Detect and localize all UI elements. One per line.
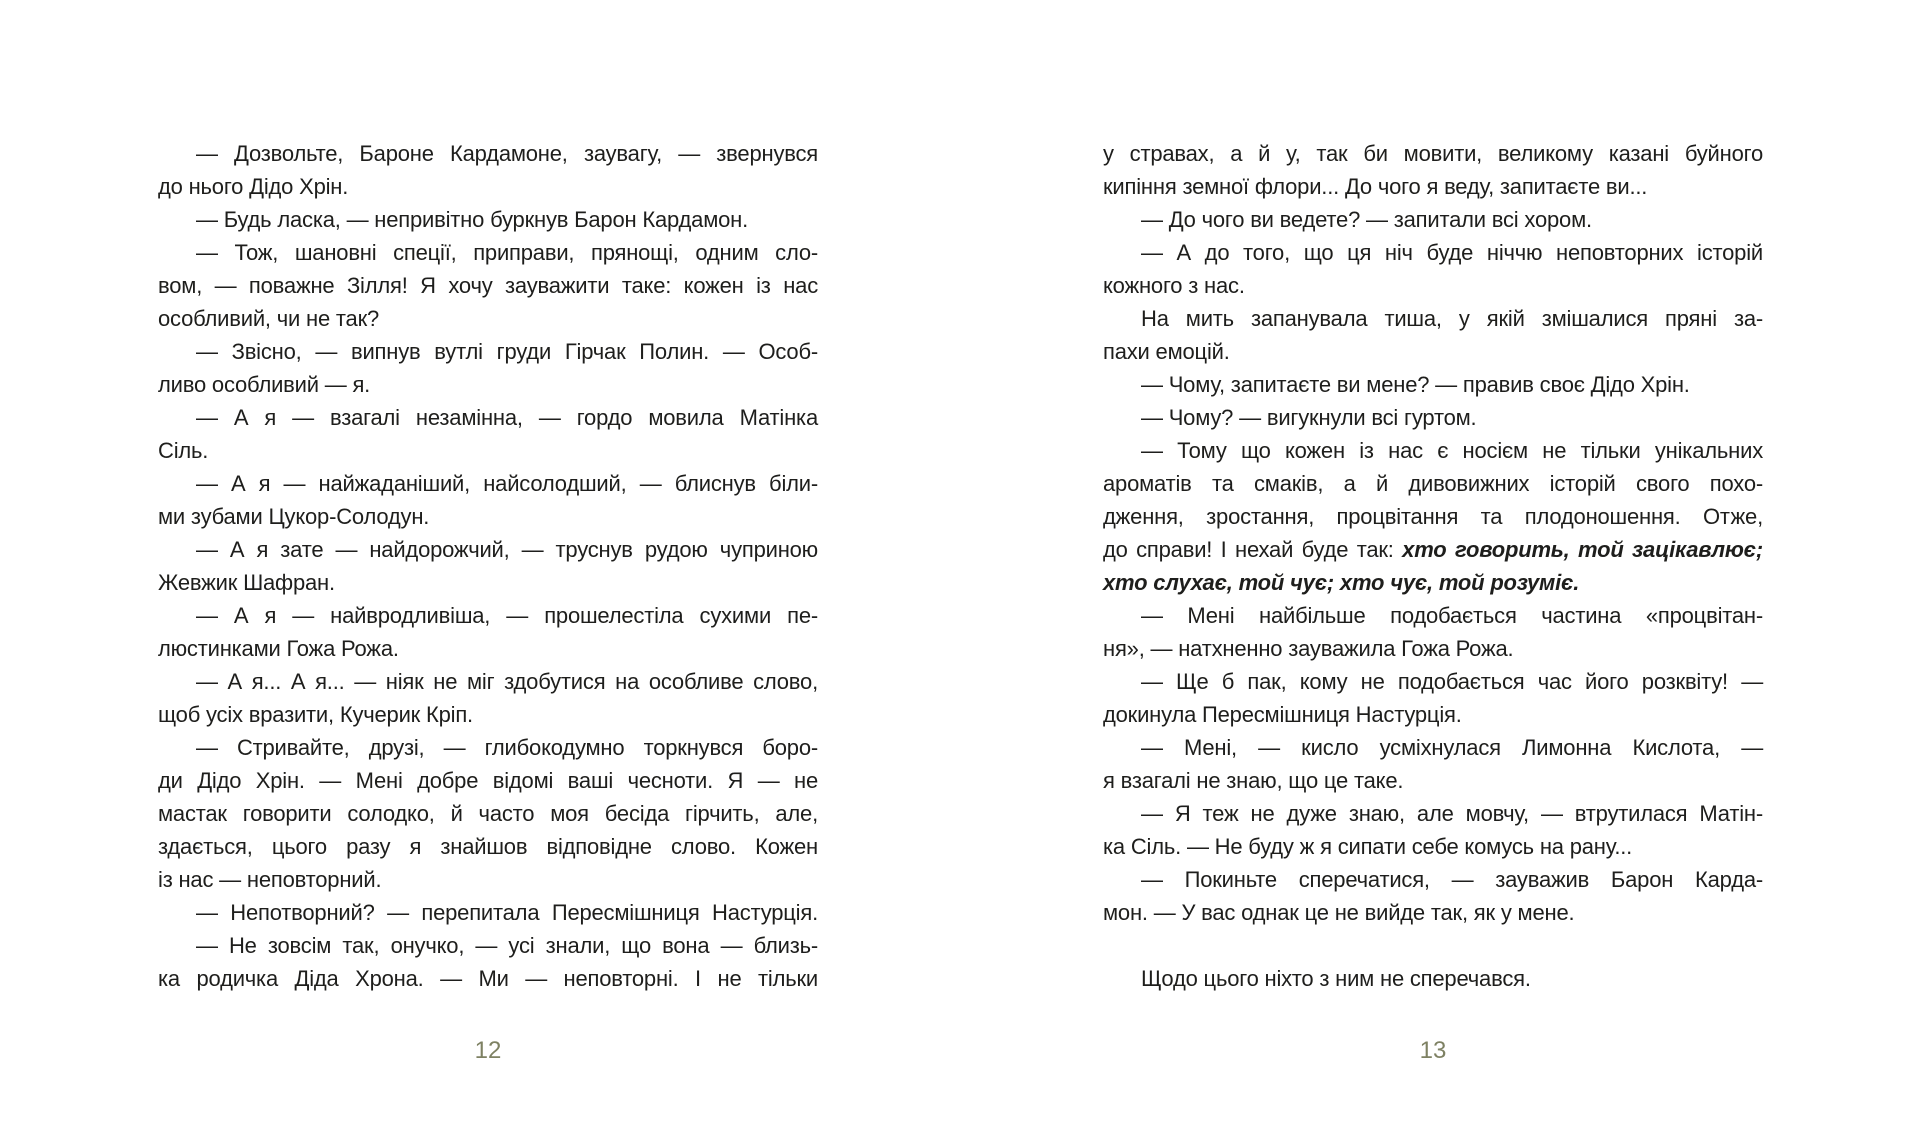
body-text: Щодо цього ніхто з ним не сперечався. bbox=[1141, 966, 1531, 991]
text-line bbox=[1103, 599, 1763, 632]
blank-line bbox=[1103, 929, 1763, 962]
text-line bbox=[1103, 830, 1763, 863]
body-text: — Тому що кожен із нас є носієм не тільки унікальних bbox=[1141, 438, 1763, 463]
text-line bbox=[158, 368, 818, 401]
body-text: люстинками Гожа Рожа. bbox=[158, 636, 399, 661]
body-text: ня», — натхненно зауважила Гожа Рожа. bbox=[1103, 636, 1514, 661]
text-line bbox=[158, 962, 818, 995]
body-text: вом, — поважне Зілля! Я хочу зауважити таке: кожен із нас bbox=[158, 273, 818, 298]
body-text: ми зубами Цукор-Солодун. bbox=[158, 504, 430, 529]
body-text: — Чому? — вигукнули всі гуртом. bbox=[1141, 405, 1477, 430]
body-text: — А я... А я... — ніяк не міг здобутися на особливе слово, bbox=[196, 669, 818, 694]
left-page-text-block bbox=[158, 137, 818, 995]
body-text: На мить запанувала тиша, у якій змішалися пряні за- bbox=[1141, 306, 1763, 331]
text-line bbox=[1103, 137, 1763, 170]
body-text: щоб усіх вразити, Кучерик Кріп. bbox=[158, 702, 473, 727]
body-text: ка родичка Діда Хрона. — Ми — неповторні. І не тільки bbox=[158, 966, 818, 991]
body-text: — А я — найвродливіша, — прошелестіла сухими пе- bbox=[196, 603, 818, 628]
text-line bbox=[158, 599, 818, 632]
body-text: із нас — неповторний. bbox=[158, 867, 382, 892]
body-text: — А я зате — найдорожчий, — труснув рудою чуприною bbox=[196, 537, 818, 562]
text-line bbox=[158, 896, 818, 929]
text-line bbox=[158, 434, 818, 467]
body-text: я взагалі не знаю, що це таке. bbox=[1103, 768, 1404, 793]
text-line bbox=[1103, 632, 1763, 665]
text-line bbox=[158, 830, 818, 863]
text-line bbox=[158, 236, 818, 269]
text-line bbox=[158, 467, 818, 500]
emphasis-text: хто слухає, той чує; хто чує, той розуміє. bbox=[1103, 570, 1580, 595]
body-text: — Я теж не дуже знаю, але мовчу, — втрутилася Матін- bbox=[1141, 801, 1763, 826]
text-line bbox=[158, 632, 818, 665]
body-text: — Мені найбільше подобається частина «процвітан- bbox=[1141, 603, 1763, 628]
body-text: — Ще б пак, кому не подобається час його розквіту! — bbox=[1141, 669, 1763, 694]
text-line bbox=[1103, 566, 1763, 599]
body-text: кипіння земної флори... До чого я веду, запитаєте ви... bbox=[1103, 174, 1648, 199]
text-line bbox=[1103, 797, 1763, 830]
text-line bbox=[1103, 896, 1763, 929]
text-line bbox=[158, 698, 818, 731]
text-line bbox=[158, 302, 818, 335]
text-line bbox=[158, 764, 818, 797]
text-line bbox=[1103, 863, 1763, 896]
body-text: — Будь ласка, — непривітно буркнув Барон Кардамон. bbox=[196, 207, 749, 232]
text-line bbox=[1103, 170, 1763, 203]
text-line bbox=[1103, 962, 1763, 995]
text-line bbox=[1103, 203, 1763, 236]
text-line bbox=[158, 566, 818, 599]
body-text: — Дозвольте, Бароне Кардамоне, заувагу, — звернувся bbox=[196, 141, 818, 166]
body-text: Сіль. bbox=[158, 438, 209, 463]
body-text: пахи емоцій. bbox=[1103, 339, 1230, 364]
body-text: — А до того, що ця ніч буде ніччю неповторних історій bbox=[1141, 240, 1763, 265]
text-line bbox=[1103, 302, 1763, 335]
left-page-number: 12 bbox=[474, 1037, 502, 1064]
text-line bbox=[1103, 698, 1763, 731]
body-text: — Звісно, — випнув вутлі груди Гірчак Полин. — Особ- bbox=[196, 339, 818, 364]
text-line bbox=[1103, 269, 1763, 302]
right-page-text-block bbox=[1103, 137, 1763, 995]
text-line bbox=[158, 929, 818, 962]
text-line bbox=[1103, 401, 1763, 434]
body-text: до нього Дідо Хрін. bbox=[158, 174, 349, 199]
body-text: — Тож, шановні спеції, приправи, прянощі, одним сло- bbox=[196, 240, 818, 265]
text-line bbox=[1103, 236, 1763, 269]
text-line bbox=[1103, 434, 1763, 467]
right-page-number: 13 bbox=[1419, 1037, 1447, 1064]
text-line bbox=[1103, 731, 1763, 764]
body-text: докинула Пересмішниця Настурція. bbox=[1103, 702, 1462, 727]
body-text: — Чому, запитаєте ви мене? — правив своє Дідо Хрін. bbox=[1141, 372, 1690, 397]
body-text: ди Дідо Хрін. — Мені добре відомі ваші чесноти. Я — не bbox=[158, 768, 818, 793]
text-line bbox=[158, 137, 818, 170]
text-line bbox=[158, 170, 818, 203]
body-text: ливо особливий — я. bbox=[158, 372, 371, 397]
body-text: Жевжик Шафран. bbox=[158, 570, 335, 595]
text-line bbox=[158, 797, 818, 830]
text-line bbox=[158, 401, 818, 434]
text-line bbox=[158, 335, 818, 368]
body-text: — Покиньте сперечатися, — зауважив Барон Карда- bbox=[1141, 867, 1763, 892]
body-text: ароматів та смаків, а й дивовижних історій свого похо- bbox=[1103, 471, 1763, 496]
text-line bbox=[1103, 467, 1763, 500]
body-text: — Непотворний? — перепитала Пересмішниця Настурція. bbox=[196, 900, 818, 925]
body-text: мон. — У вас однак це не вийде так, як у мене. bbox=[1103, 900, 1575, 925]
body-text: дження, зростання, процвітання та плодоношення. Отже, bbox=[1103, 504, 1763, 529]
text-line bbox=[1103, 368, 1763, 401]
text-line bbox=[1103, 533, 1763, 566]
text-line bbox=[1103, 500, 1763, 533]
body-text: — До чого ви ведете? — запитали всі хором. bbox=[1141, 207, 1592, 232]
text-line bbox=[1103, 335, 1763, 368]
body-text: особливий, чи не так? bbox=[158, 306, 380, 331]
text-line bbox=[158, 500, 818, 533]
text-line bbox=[158, 533, 818, 566]
body-text: у стравах, а й у, так би мовити, великому казані буйного bbox=[1103, 141, 1763, 166]
text-line bbox=[158, 863, 818, 896]
text-line bbox=[158, 731, 818, 764]
body-text: — Не зовсім так, онучко, — усі знали, що вона — близь- bbox=[196, 933, 818, 958]
text-line bbox=[1103, 665, 1763, 698]
text-line bbox=[158, 203, 818, 236]
body-text: кожного з нас. bbox=[1103, 273, 1245, 298]
text-line bbox=[158, 269, 818, 302]
body-text: — Стривайте, друзі, — глибокодумно торкнувся боро- bbox=[196, 735, 818, 760]
body-text: мастак говорити солодко, й часто моя бесіда гірчить, але, bbox=[158, 801, 818, 826]
body-text: здається, цього разу я знайшов відповідне слово. Кожен bbox=[158, 834, 818, 859]
body-text: — Мені, — кисло усміхнулася Лимонна Кислота, — bbox=[1141, 735, 1763, 760]
body-text: — А я — найжаданіший, найсолодший, — блиснув біли- bbox=[196, 471, 818, 496]
emphasis-text: хто говорить, той зацікавлює; bbox=[1402, 537, 1763, 562]
text-line bbox=[158, 665, 818, 698]
text-line bbox=[1103, 764, 1763, 797]
body-text: ка Сіль. — Не буду ж я сипати себе комусь на рану... bbox=[1103, 834, 1633, 859]
body-text: — А я — взагалі незамінна, — гордо мовила Матінка bbox=[196, 405, 818, 430]
body-text: до справи! І нехай буде так: bbox=[1103, 537, 1403, 562]
